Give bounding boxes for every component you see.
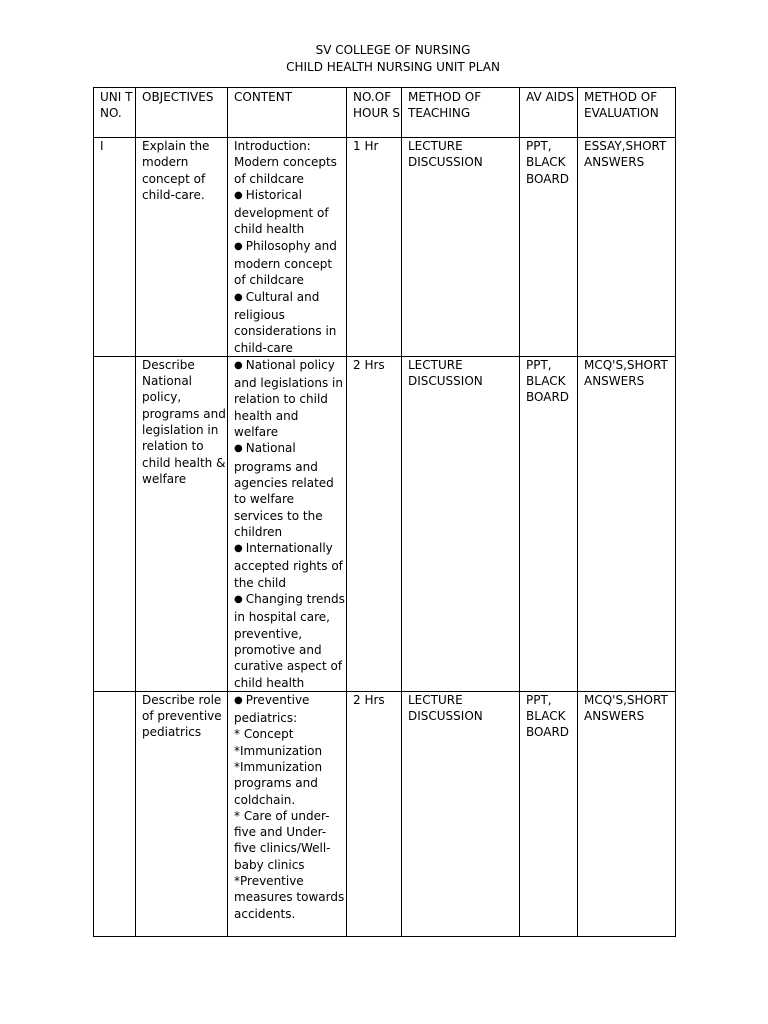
unit-number-cell: I (94, 138, 136, 357)
header-row (94, 88, 676, 138)
av-aids-cell: PPT, BLACK BOARD (520, 356, 578, 691)
unit-number-cell (94, 691, 136, 936)
column-header-av-aids: AV AIDS (520, 88, 578, 138)
content-bullet-item: ● National policy and legislations in relation to child health and welfare (234, 357, 343, 440)
content-bullet-item: ● Internationally accepted rights of the child (234, 541, 343, 590)
content-bullet-item: ● Philosophy and modern concept of childcare (234, 238, 337, 288)
av-aids-cell: PPT, BLACK BOARD (520, 691, 578, 936)
av-aids-cell: PPT, BLACK BOARD (520, 138, 578, 357)
objective-cell: Explain the modern concept of child-care. (136, 138, 228, 357)
column-header-method-of-teaching: METHOD OF TEACHING (402, 88, 520, 138)
content-cell (228, 356, 347, 691)
bullet-icon: ● (234, 189, 243, 201)
objective-cell: Describe role of preventive pediatrics (136, 691, 228, 936)
unit-plan-table (93, 87, 676, 937)
column-header-content: CONTENT (228, 88, 347, 138)
content-bullet-item: ● Cultural and religious considerations in child-care (234, 289, 337, 355)
column-header-objectives: OBJECTIVES (136, 88, 228, 138)
bullet-icon: ● (234, 291, 243, 303)
evaluation-cell: MCQ'S,SHORT ANSWERS (578, 691, 676, 936)
content-line: Introduction: Modern concepts of childcare (234, 139, 337, 186)
bullet-icon: ● (234, 594, 243, 606)
content-line: *Immunization (234, 743, 323, 758)
content-line: * Concept (234, 727, 294, 742)
table-row (94, 138, 676, 357)
plan-title: CHILD HEALTH NURSING UNIT PLAN (286, 60, 500, 74)
method-cell: LECTURE DISCUSSION (402, 356, 520, 691)
hours-cell: 2 Hrs (347, 691, 402, 936)
method-cell: LECTURE DISCUSSION (402, 138, 520, 357)
table-row (94, 691, 676, 936)
content-bullet-item: ● National programs and agencies related to welfare services to the children (234, 441, 334, 539)
content-bullet-item: ● Historical development of child health (234, 187, 329, 237)
bullet-icon: ● (234, 240, 243, 252)
method-cell: LECTURE DISCUSSION (402, 691, 520, 936)
column-header-hours: NO.OF HOUR S (347, 88, 402, 138)
content-line: * Care of under-five and Under-five clinics/Well-baby clinics (234, 808, 331, 872)
bullet-icon: ● (234, 359, 243, 371)
college-name: SV COLLEGE OF NURSING (315, 43, 471, 57)
column-header-unit: UNI T NO. (94, 88, 136, 138)
unit-number-cell (94, 356, 136, 691)
evaluation-cell: MCQ'S,SHORT ANSWERS (578, 356, 676, 691)
objective-cell: Describe National policy, programs and legislation in relation to child health & welfare (136, 356, 228, 691)
content-line: *Immunization programs and coldchain. (234, 759, 323, 807)
column-header-method-of-evaluation: METHOD OF EVALUATION (578, 88, 676, 138)
hours-cell: 1 Hr (347, 138, 402, 357)
bullet-icon: ● (234, 443, 243, 455)
bullet-icon: ● (234, 543, 243, 555)
content-bullet-item: ● Preventive pediatrics: (234, 692, 310, 726)
content-cell (228, 138, 347, 357)
content-bullet-item: ● Changing trends in hospital care, preventive, promotive and curative aspect of child health (234, 592, 345, 690)
bullet-icon: ● (234, 694, 243, 706)
table-row (94, 356, 676, 691)
content-line: *Preventive measures towards accidents. (234, 874, 345, 921)
content-cell (228, 691, 347, 936)
evaluation-cell: ESSAY,SHORT ANSWERS (578, 138, 676, 357)
hours-cell: 2 Hrs (347, 356, 402, 691)
